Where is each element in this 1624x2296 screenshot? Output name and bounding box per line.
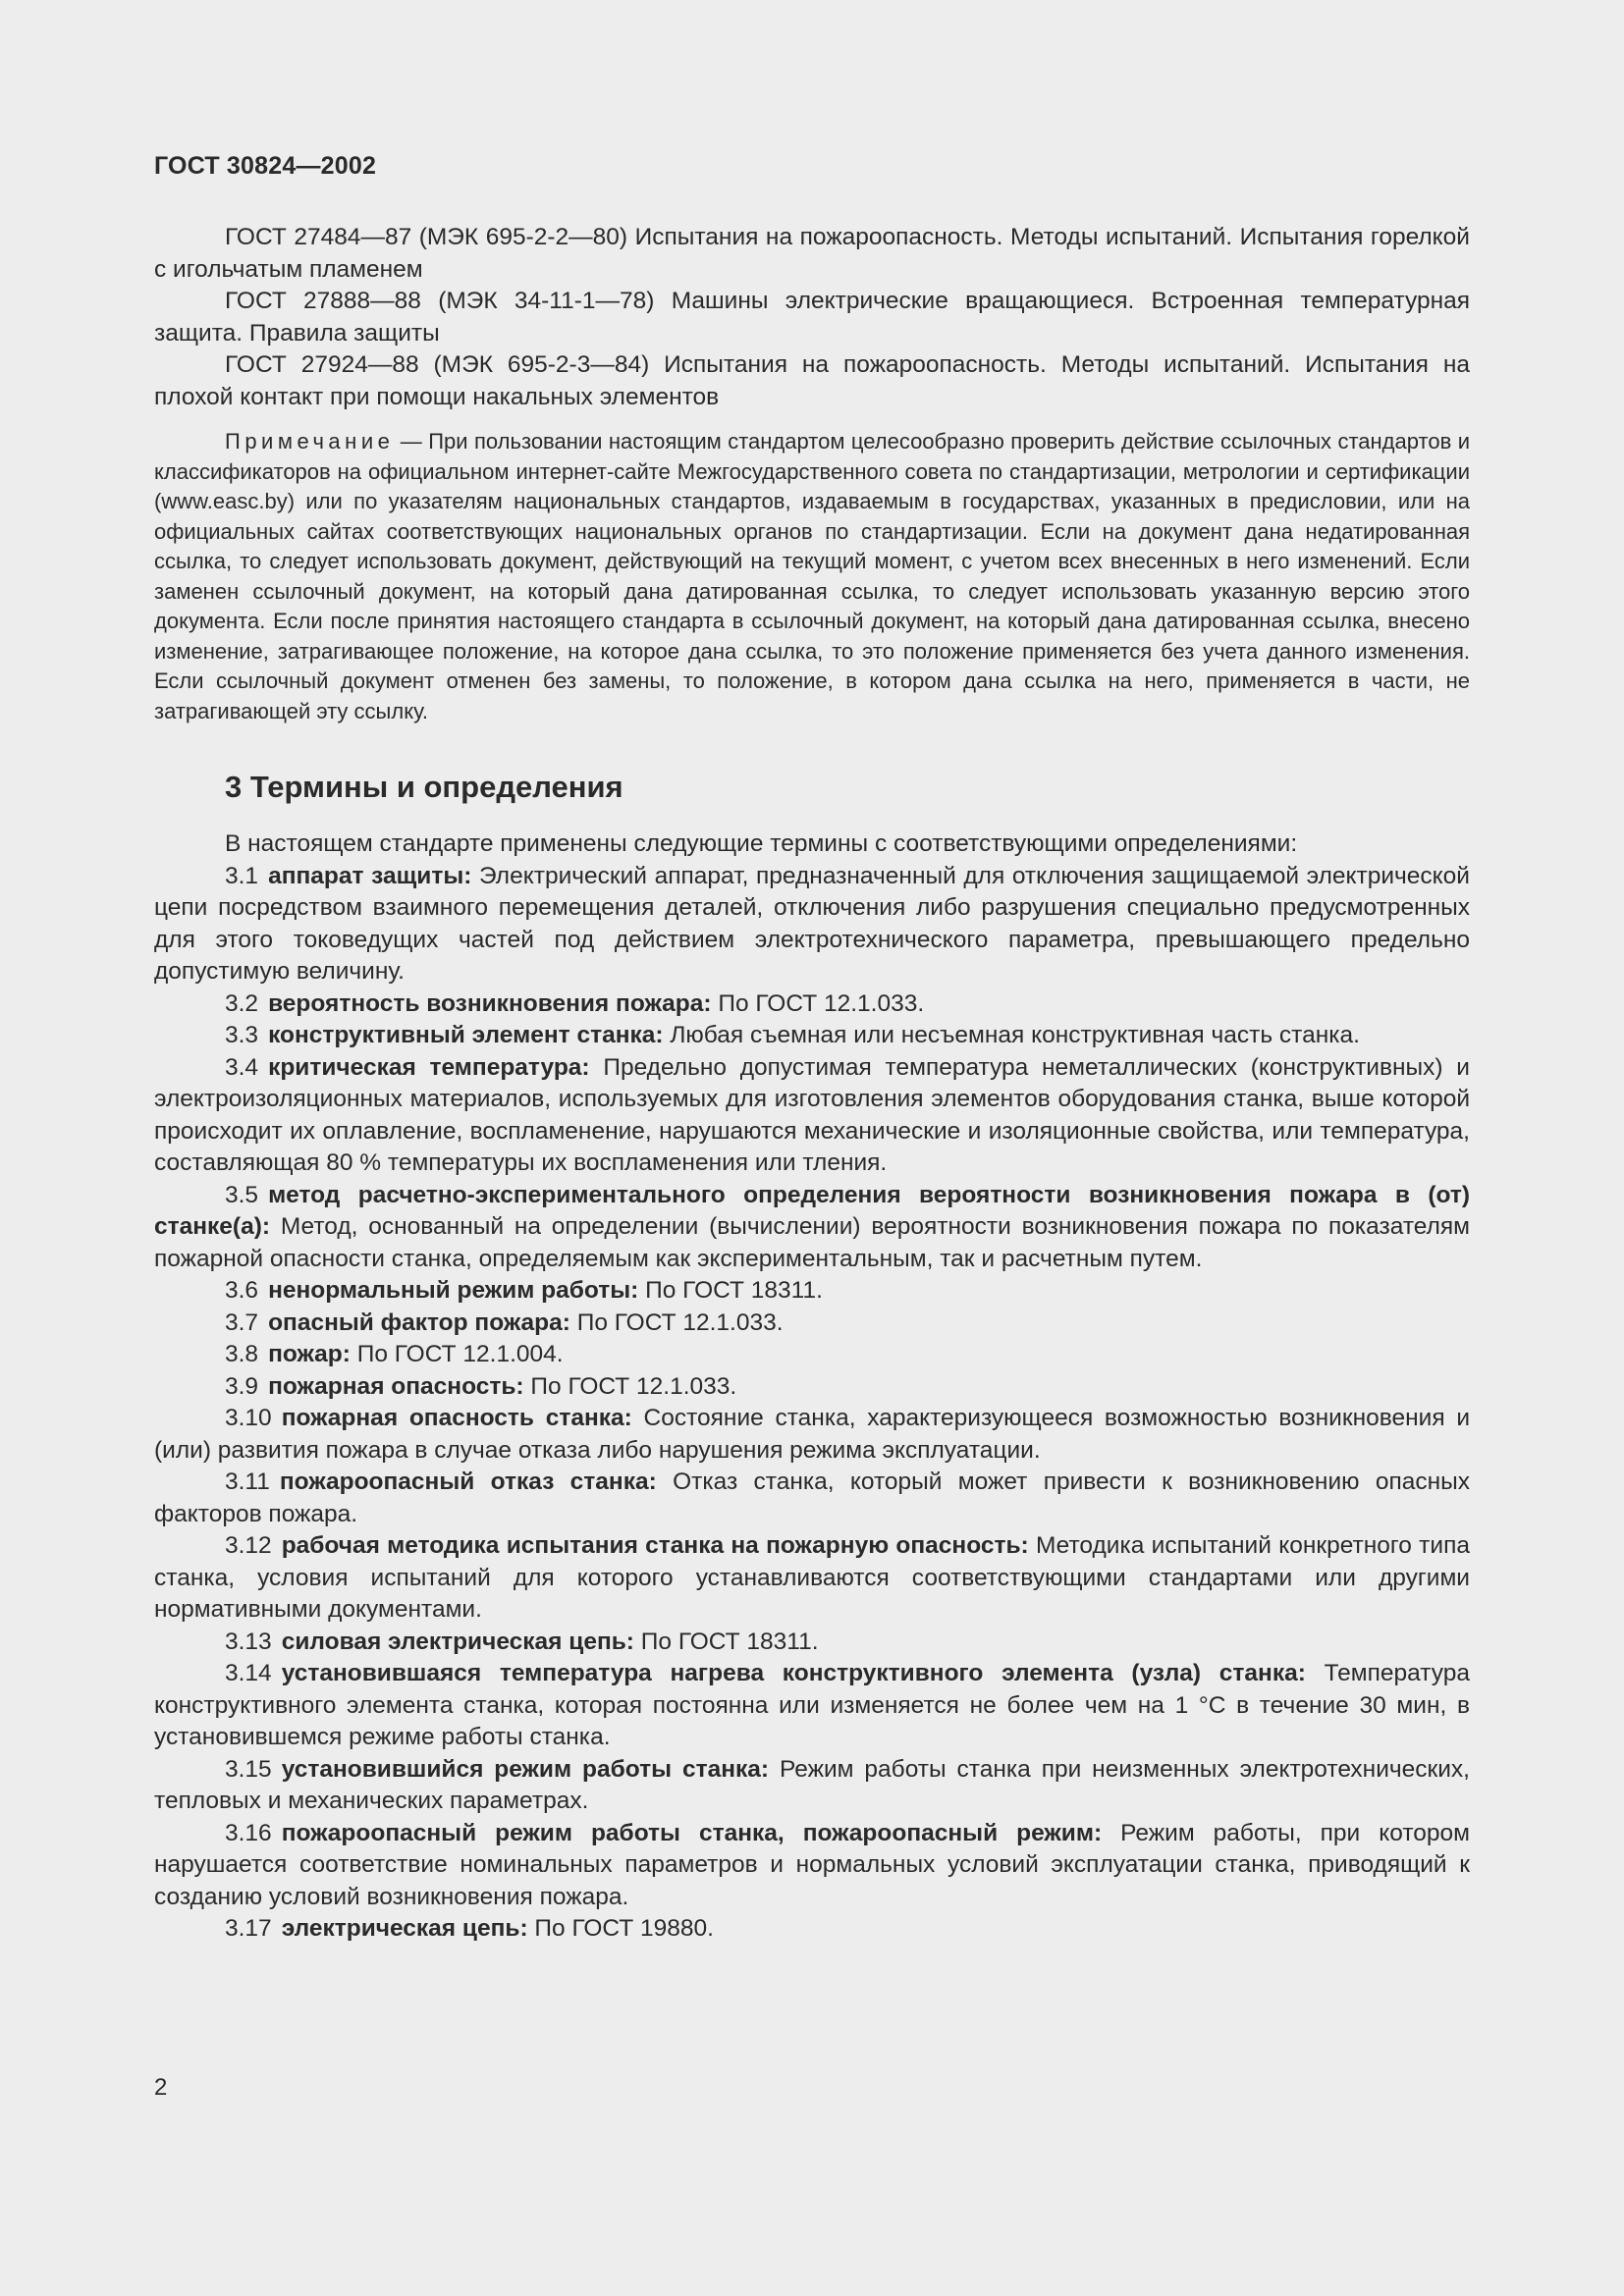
term-number: 3.3 xyxy=(225,1022,259,1048)
term-text: Режим работы, при котором нарушается соответствие номинальных параметров и нормальных условий эксплуатации станка, приводящий к созданию условий возникновения пожара. xyxy=(154,1819,1470,1910)
term-name: пожарная опасность станка: xyxy=(281,1405,632,1431)
note-text: — При пользовании настоящим стандартом целесообразно проверить действие ссылочных стандартов и классификаторов на официальном интернет-сайте Межгосударственного совета по стандартизации, метрологии и сертификации (www.easc.by) или по указателям национальных стандартов, издаваемым в государствах, указанных в предисловии, или на официальных сайтах соответствующих национальных органов по стандартизации. Если на документ дана недатированная ссылка, то следует использовать документ, действующий на текущий момент, с учетом всех внесенных в него изменений. Если заменен ссылочный документ, на который дана датированная ссылка, то следует использовать указанную версию этого документа. Если после принятия настоящего стандарта в ссылочный документ, на который дана датированная ссылка, внесено изменение, затрагивающее положение, на которое дана ссылка, то это положение применяется без учета данного изменения. Если ссылочный документ отменен без замены, то положение, в котором дана ссылка на него, применяется в части, не затрагивающей эту ссылку. xyxy=(154,429,1470,723)
term-definition xyxy=(154,1371,1470,1404)
term-name: пожароопасный отказ станка: xyxy=(279,1468,657,1495)
term-number: 3.12 xyxy=(225,1532,272,1559)
term-number: 3.4 xyxy=(225,1053,259,1081)
term-text: Состояние станка, характеризующееся возможностью возникновения и (или) развития пожара в случае отказа либо нарушения режима эксплуатации. xyxy=(154,1405,1470,1464)
term-number: 3.10 xyxy=(225,1405,272,1431)
note-label: Примечание xyxy=(225,429,395,454)
reference-item: ГОСТ 27888—88 (МЭК 34-11-1—78) Машины электрические вращающиеся. Встроенная температурная защита. Правила защиты xyxy=(154,288,1470,347)
term-text: По ГОСТ 19880. xyxy=(527,1915,714,1942)
term-name: ненормальный режим работы: xyxy=(268,1277,639,1304)
term-text: Отказ станка, который может привести к возникновению опасных факторов пожара. xyxy=(154,1468,1470,1527)
term-definition xyxy=(154,1403,1470,1467)
page-content xyxy=(154,222,1470,1946)
term-name: установившаяся температура нагрева конструктивного элемента (узла) станка: xyxy=(281,1660,1306,1686)
term-text: По ГОСТ 12.1.033. xyxy=(711,989,925,1017)
term-definition xyxy=(154,861,1470,988)
term-name: пожарная опасность: xyxy=(268,1372,524,1400)
term-name: пожар: xyxy=(268,1341,351,1367)
term-name: пожароопасный режим работы станка, пожароопасный режим: xyxy=(281,1819,1103,1846)
term-number: 3.16 xyxy=(225,1819,272,1846)
term-name: электрическая цепь: xyxy=(281,1915,528,1942)
term-name: критическая температура: xyxy=(268,1053,590,1081)
term-text: Режим работы станка при неизменных электротехнических, тепловых и механических параметрах. xyxy=(154,1755,1470,1814)
term-number: 3.7 xyxy=(225,1308,259,1336)
term-number: 3.2 xyxy=(225,989,259,1017)
note-paragraph xyxy=(154,427,1470,726)
term-definition xyxy=(154,1339,1470,1371)
term-number: 3.13 xyxy=(225,1628,272,1655)
reference-item: ГОСТ 27484—87 (МЭК 695-2-2—80) Испытания на пожароопасность. Методы испытаний. Испытания горелкой с игольчатым пламенем xyxy=(154,224,1470,283)
term-name: конструктивный элемент станка: xyxy=(268,1022,664,1048)
term-name: рабочая методика испытания станка на пожарную опасность: xyxy=(281,1532,1029,1559)
term-text: Метод, основанный на определении (вычислении) вероятности возникновения пожара по показателям пожарной опасности станка, определяемым как экспериментальным, так и расчетным путем. xyxy=(154,1213,1470,1272)
page-number: 2 xyxy=(154,2074,168,2101)
term-definition xyxy=(154,1052,1470,1180)
term-text: По ГОСТ 18311. xyxy=(633,1628,819,1655)
term-definition xyxy=(154,1308,1470,1340)
term-definition xyxy=(154,1627,1470,1659)
term-number: 3.1 xyxy=(225,862,259,889)
reference-item: ГОСТ 27924—88 (МЭК 695-2-3—84) Испытания на пожароопасность. Методы испытаний. Испытания на плохой контакт при помощи накальных элементов xyxy=(154,351,1470,410)
term-definition xyxy=(154,1754,1470,1818)
term-definition xyxy=(154,1020,1470,1052)
section-title: 3 Термины и определения xyxy=(225,770,623,804)
term-number: 3.11 xyxy=(225,1468,270,1495)
term-text: Электрический аппарат, предназначенный для отключения защищаемой электрической цепи посредством взаимного перемещения деталей, отключения либо разрушения специально предусмотренных для этого токоведущих частей под действием электротехнического параметра, превышающего предельно допустимую величину. xyxy=(154,862,1470,985)
term-text: По ГОСТ 18311. xyxy=(638,1277,823,1304)
term-definition xyxy=(154,988,1470,1021)
term-number: 3.14 xyxy=(225,1660,272,1686)
term-definition xyxy=(154,1275,1470,1308)
term-text: По ГОСТ 12.1.033. xyxy=(523,1372,737,1400)
terms-list xyxy=(154,861,1470,1946)
term-definition xyxy=(154,1530,1470,1627)
term-name: опасный фактор пожара: xyxy=(268,1308,570,1336)
term-text: По ГОСТ 12.1.004. xyxy=(350,1341,564,1367)
term-name: аппарат защиты: xyxy=(268,862,472,889)
term-definition xyxy=(154,1913,1470,1946)
term-definition xyxy=(154,1467,1470,1530)
term-number: 3.17 xyxy=(225,1915,272,1942)
term-name: вероятность возникновения пожара: xyxy=(268,989,712,1017)
term-text: Предельно допустимая температура неметаллических (конструктивных) и электроизоляционных материалов, используемых для изготовления элементов оборудования станка, выше которой происходит их оплавление, воспламенение, нарушаются механические и изоляционные свойства, или температура, составляющая 80 % температуры их воспламенения или тления. xyxy=(154,1053,1470,1176)
term-definition xyxy=(154,1658,1470,1754)
term-number: 3.8 xyxy=(225,1341,259,1367)
term-definition xyxy=(154,1180,1470,1276)
term-name: установившийся режим работы станка: xyxy=(281,1755,770,1783)
section-intro: В настоящем стандарте применены следующие термины с соответствующими определениями: xyxy=(225,830,1298,857)
term-name: силовая электрическая цепь: xyxy=(281,1628,634,1655)
term-number: 3.6 xyxy=(225,1277,259,1304)
term-number: 3.15 xyxy=(225,1755,272,1783)
term-number: 3.9 xyxy=(225,1372,259,1400)
term-definition xyxy=(154,1818,1470,1914)
term-text: Температура конструктивного элемента станка, которая постоянна или изменяется не более чем на 1 °С в течение 30 мин, в установившемся режиме работы станка. xyxy=(154,1660,1470,1750)
term-number: 3.5 xyxy=(225,1181,259,1208)
term-text: Методика испытаний конкретного типа станка, условия испытаний для которого устанавливаются соответствующими стандартами или другими нормативными документами. xyxy=(154,1532,1470,1623)
document-header: ГОСТ 30824—2002 xyxy=(154,152,377,180)
term-text: По ГОСТ 12.1.033. xyxy=(569,1308,784,1336)
term-name: метод расчетно-экспериментального определения вероятности возникновения пожара в (от) станке(а): xyxy=(154,1181,1470,1240)
term-text: Любая съемная или несъемная конструктивная часть станка. xyxy=(663,1022,1360,1048)
